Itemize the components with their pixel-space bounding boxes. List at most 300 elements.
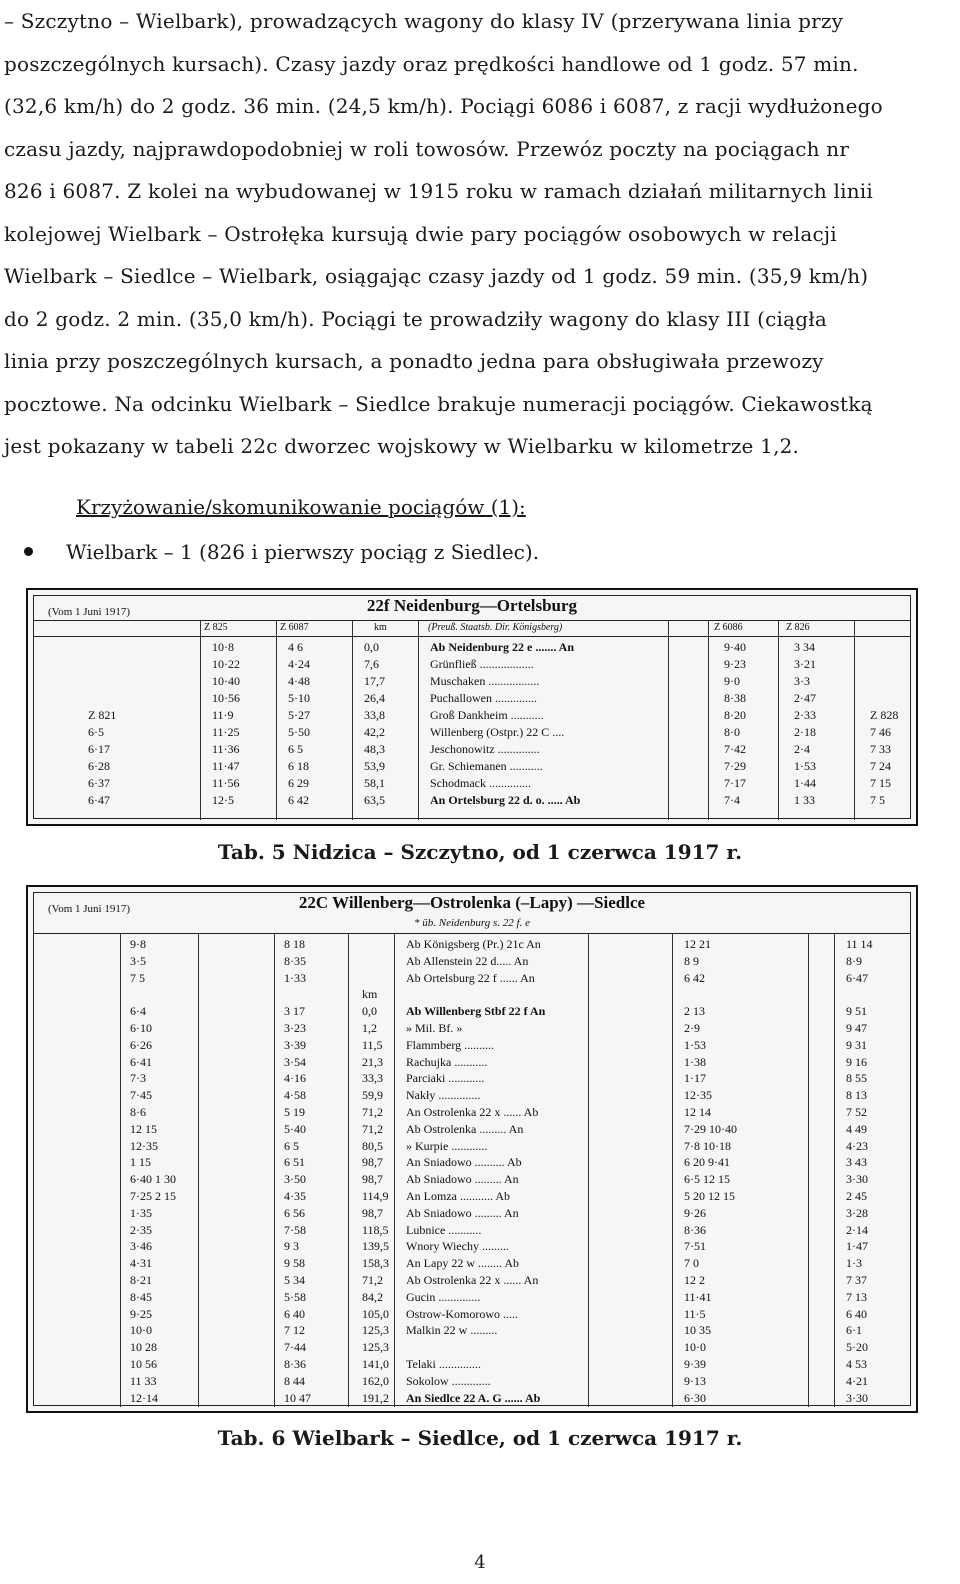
table-cell: 12 14 <box>684 1105 711 1119</box>
table-cell: 8·6 <box>130 1105 146 1119</box>
table-cell: 2·4 <box>794 742 810 756</box>
table-cell: 7·42 <box>724 742 746 756</box>
table-cell: 3·23 <box>284 1021 306 1035</box>
table-cell: 11,5 <box>362 1037 383 1052</box>
column-rule <box>200 620 201 820</box>
table-cell: 48,3 <box>364 742 385 756</box>
table-cell: 8 9 <box>684 953 699 968</box>
table-cell: 1·47 <box>846 1239 868 1254</box>
table-cell: 6·40 1 30 <box>130 1172 176 1187</box>
table-cell: 8·35 <box>284 953 306 968</box>
admin-header: (Preuß. Staatsb. Dir. Königsberg) <box>428 622 563 633</box>
table-cell: 0,0 <box>362 1004 377 1019</box>
km-header: km <box>374 622 387 633</box>
timetable-scan-22f <box>26 588 918 826</box>
table-cell: 6 40 <box>284 1306 305 1321</box>
table-row <box>34 1172 910 1187</box>
column-rule <box>348 933 349 1407</box>
table-row <box>34 1155 910 1170</box>
table-row <box>34 937 910 952</box>
table-row <box>34 1004 910 1019</box>
table-cell: 2 13 <box>684 1004 705 1019</box>
table-cell: 10 47 <box>284 1390 311 1405</box>
table-cell: Flammberg .......... <box>406 1037 495 1052</box>
column-rule <box>274 933 275 1407</box>
table-cell: 7·3 <box>130 1071 146 1086</box>
table-cell: 6·5 12 15 <box>684 1172 730 1187</box>
table-row <box>34 954 910 969</box>
table-cell: 7 46 <box>870 725 891 739</box>
table-cell: 12·14 <box>130 1390 158 1405</box>
table-cell: Groß Dankheim ........... <box>430 708 544 722</box>
table-cell: 4·58 <box>284 1088 306 1103</box>
table-cell: 6 20 9·41 <box>684 1155 730 1170</box>
table-cell: 5 20 12 15 <box>684 1189 735 1203</box>
table-cell: 7·29 <box>724 759 746 773</box>
table-cell: 4·23 <box>846 1138 868 1153</box>
table-cell: Ab Sniadowo ......... An <box>406 1172 519 1187</box>
table-cell: 6·28 <box>88 759 110 773</box>
table-cell: 9 47 <box>846 1021 867 1035</box>
table-cell: 1 33 <box>794 793 815 807</box>
table-cell: Nakły .............. <box>406 1088 481 1103</box>
table-cell: 10·40 <box>212 674 240 688</box>
table-cell: 1·3 <box>846 1256 862 1271</box>
table-cell: 7 24 <box>870 759 891 773</box>
table-cell: Telaki .............. <box>406 1357 481 1371</box>
table-cell: 1,2 <box>362 1021 377 1035</box>
table-cell: An Lomza ........... Ab <box>406 1189 510 1203</box>
table-cell: 6 18 <box>288 759 309 773</box>
table-cell: 12 2 <box>684 1273 705 1287</box>
table-cell: 9 58 <box>284 1256 305 1271</box>
table-cell: Malkin 22 w ......... <box>406 1323 498 1338</box>
table-caption: Tab. 5 Nidzica – Szczytno, od 1 czerwca 1917 r. <box>217 840 743 864</box>
paragraph-line: poszczególnych kursach). Czasy jazdy oraz prędkości handlowe od 1 godz. 57 min. <box>4 51 859 76</box>
page-number: 4 <box>474 1552 486 1573</box>
table-cell: Wnory Wiechy ......... <box>406 1239 509 1254</box>
table-cell: 5·50 <box>288 725 310 739</box>
table-cell: 7 13 <box>846 1289 867 1304</box>
table-cell: 6·26 <box>130 1037 152 1052</box>
column-rule <box>120 933 121 1407</box>
table-cell: 11·56 <box>212 776 240 790</box>
table-cell: » Kurpie ............ <box>406 1138 488 1153</box>
column-rule <box>708 620 709 820</box>
table-cell: 9·8 <box>130 937 146 951</box>
table-cell: 1·53 <box>684 1037 706 1052</box>
table-cell: 3 34 <box>794 640 815 654</box>
section-heading: Krzyżowanie/skomunikowanie pociągów (1): <box>76 495 526 519</box>
column-rule <box>276 620 277 820</box>
table-cell: 59,9 <box>362 1088 383 1103</box>
table-cell: 11·5 <box>684 1306 706 1321</box>
column-rule <box>198 933 199 1407</box>
table-cell: 8·9 <box>846 953 862 968</box>
table-cell: 4·35 <box>284 1189 306 1203</box>
table-cell: 0,0 <box>364 640 379 654</box>
table-cell: 1·44 <box>794 776 816 790</box>
table-cell: 98,7 <box>362 1172 383 1187</box>
table-cell: 2·9 <box>684 1021 700 1035</box>
paragraph-line: jest pokazany w tabeli 22c dworzec wojskowy w Wielbarku w kilometrze 1,2. <box>4 434 800 458</box>
table-cell: Sokolow ............. <box>406 1373 491 1388</box>
table-cell: 4·16 <box>284 1071 306 1086</box>
table-row <box>34 1374 910 1389</box>
table-cell: 8 18 <box>284 937 305 951</box>
table-row <box>34 1273 910 1288</box>
table-cell: 11·9 <box>212 708 234 722</box>
table-row <box>34 987 910 1002</box>
table-cell: Ab Ortelsburg 22 f ...... An <box>406 970 535 985</box>
column-rule <box>808 933 809 1407</box>
table-cell: 1·33 <box>284 970 306 985</box>
table-cell: An Ostrolenka 22 x ...... Ab <box>406 1105 539 1119</box>
table-cell: 4·31 <box>130 1256 152 1271</box>
table-cell: 158,3 <box>362 1256 389 1271</box>
table-cell: Gucin .............. <box>406 1289 481 1304</box>
table-cell: 6·10 <box>130 1021 152 1035</box>
body-paragraph <box>4 0 954 468</box>
table-row <box>34 1223 910 1238</box>
table-subtitle: * üb. Neidenburg s. 22 f. e <box>414 917 530 929</box>
table-cell: 2·33 <box>794 708 816 722</box>
paragraph-line: 826 i 6087. Z kolei na wybudowanej w 1915 roku w ramach działań militarnych linii <box>4 179 873 203</box>
table-cell: 8·36 <box>284 1357 306 1371</box>
table-cell: 4 49 <box>846 1121 867 1136</box>
table-cell: 3·54 <box>284 1054 306 1069</box>
table-cell: 71,2 <box>362 1273 383 1287</box>
table-cell: 7,6 <box>364 657 379 671</box>
table-cell: 7 12 <box>284 1323 305 1338</box>
table-cell: 53,9 <box>364 759 385 773</box>
table-cell: Rachujka ........... <box>406 1054 488 1069</box>
paragraph-line: do 2 godz. 2 min. (35,0 km/h). Pociągi te prowadziły wagony do klasy III (ciągła <box>4 306 828 331</box>
table-cell: 139,5 <box>362 1239 389 1254</box>
table-cell: 21,3 <box>362 1054 383 1069</box>
table-row <box>34 1323 910 1338</box>
table-cell: 7 52 <box>846 1105 867 1119</box>
table-cell: Ab Willenberg Stbf 22 f An <box>406 1004 546 1019</box>
table-cell: 4 6 <box>288 640 303 654</box>
table-cell: 1·53 <box>794 759 816 773</box>
table-cell: 6 42 <box>288 793 309 807</box>
table-cell: 58,1 <box>364 776 385 790</box>
table-cell: km <box>362 987 378 1002</box>
table-cell: 8 13 <box>846 1088 867 1103</box>
table-cell: 80,5 <box>362 1138 383 1153</box>
table-cell: 9·39 <box>684 1357 706 1371</box>
table-cell: 11 33 <box>130 1373 157 1388</box>
table-cell: Z 821 <box>88 708 117 722</box>
table-cell: 9 3 <box>284 1239 299 1254</box>
table-cell: 6·4 <box>130 1004 146 1019</box>
table-cell: 3·30 <box>846 1172 868 1187</box>
table-cell: 7 5 <box>870 793 885 807</box>
table-row <box>34 1105 910 1120</box>
table-row <box>34 1340 910 1355</box>
table-cell: 114,9 <box>362 1189 389 1203</box>
table-cell: 4·48 <box>288 674 310 688</box>
table-cell: 6·5 <box>88 725 104 739</box>
table-cell: Grünfließ .................. <box>430 657 534 671</box>
table-cell: 5·20 <box>846 1340 868 1355</box>
column-rule <box>778 620 779 820</box>
table-cell: 11·41 <box>684 1289 712 1304</box>
table-cell: 3·46 <box>130 1239 152 1254</box>
table-cell: 9 31 <box>846 1037 867 1052</box>
table-cell: 71,2 <box>362 1121 383 1136</box>
table-row <box>34 1139 910 1154</box>
train-header: Z 825 <box>204 622 228 633</box>
table-title: 22C Willenberg—Ostrolenka (–Lapy) —Siedlce <box>298 893 646 912</box>
table-cell: 3·21 <box>794 657 816 671</box>
column-rule <box>352 620 353 820</box>
paragraph-line: kolejowej Wielbark – Ostrołęka kursują dwie pary pociągów osobowych w relacji <box>4 221 837 246</box>
table-cell: 84,2 <box>362 1289 383 1304</box>
table-cell: 7 37 <box>846 1273 867 1287</box>
table-cell: 1·35 <box>130 1205 152 1220</box>
rule <box>34 933 910 934</box>
table-cell: 9·26 <box>684 1205 706 1220</box>
table-cell: 8·0 <box>724 725 740 739</box>
bullet-dot-icon <box>24 547 33 556</box>
table-row <box>34 1189 910 1204</box>
table-cell: Ab Sniadowo ......... An <box>406 1205 519 1220</box>
table-caption: Tab. 6 Wielbark – Siedlce, od 1 czerwca 1917 r. <box>217 1426 743 1450</box>
paragraph-line: – Szczytno – Wielbark), prowadzących wagony do klasy IV (przerywana linia przy <box>4 9 844 33</box>
column-rule <box>834 933 835 1407</box>
table-cell: 125,3 <box>362 1323 389 1338</box>
table-cell: 6 40 <box>846 1306 867 1321</box>
table-cell: 6 5 <box>284 1138 299 1153</box>
table-cell: 9·40 <box>724 640 746 654</box>
table-cell: 105,0 <box>362 1306 389 1321</box>
table-cell: 7 0 <box>684 1256 699 1271</box>
table-row <box>34 1021 910 1036</box>
table-cell: 141,0 <box>362 1357 389 1371</box>
table-cell: 6 29 <box>288 776 309 790</box>
table-cell: 11·25 <box>212 725 240 739</box>
table-cell: 12·5 <box>212 793 234 807</box>
table-cell: 2 45 <box>846 1189 867 1203</box>
table-cell: 5 19 <box>284 1105 305 1119</box>
table-cell: 7 33 <box>870 742 891 756</box>
column-rule <box>394 933 395 1407</box>
table-row <box>34 1256 910 1271</box>
table-cell: An Sniadowo .......... Ab <box>406 1155 522 1170</box>
table-cell: Schodmack .............. <box>430 776 531 790</box>
table-cell: 11·47 <box>212 759 240 773</box>
table-cell: 7·58 <box>284 1222 306 1237</box>
table-row <box>34 1307 910 1322</box>
table-cell: 6·41 <box>130 1054 152 1069</box>
table-cell: 6 51 <box>284 1155 305 1170</box>
table-cell: 10·0 <box>130 1323 152 1338</box>
table-cell: 3 43 <box>846 1155 867 1170</box>
table-cell: 7 15 <box>870 776 891 790</box>
bullet-item <box>24 540 539 564</box>
table-cell: 3·30 <box>846 1390 868 1405</box>
table-cell: 10·56 <box>212 691 240 705</box>
table-cell: 2·35 <box>130 1222 152 1237</box>
table-cell: 8 44 <box>284 1373 305 1388</box>
table-cell: 7 5 <box>130 970 145 985</box>
table-cell: 6·47 <box>846 970 868 985</box>
table-cell: 3·50 <box>284 1172 306 1187</box>
table-cell: 8 55 <box>846 1071 867 1086</box>
table-cell: 10 35 <box>684 1323 711 1338</box>
table-row <box>34 1290 910 1305</box>
paragraph-line: (32,6 km/h) do 2 godz. 36 min. (24,5 km/h). Pociągi 6086 i 6087, z racji wydłużonego <box>4 94 883 118</box>
table-cell: 3 17 <box>284 1004 305 1019</box>
table-cell: 17,7 <box>364 674 385 688</box>
table-cell: 8·45 <box>130 1289 152 1304</box>
table-cell: » Mil. Bf. » <box>406 1021 463 1035</box>
table-cell: 7·4 <box>724 793 740 807</box>
table-cell: 10·22 <box>212 657 240 671</box>
table-cell: Ab Neidenburg 22 e ....... An <box>430 640 575 654</box>
table-cell: 125,3 <box>362 1340 389 1355</box>
table-cell: Z 828 <box>870 708 899 722</box>
train-header: Z 6087 <box>280 622 309 633</box>
table-cell: Parciaki ............ <box>406 1071 485 1086</box>
table-cell: 3·3 <box>794 674 810 688</box>
column-rule <box>668 620 669 820</box>
table-cell: 2·47 <box>794 691 816 705</box>
table-row <box>34 1391 910 1406</box>
table-cell: 8·20 <box>724 708 746 722</box>
paragraph-line: linia przy poszczególnych kursach, a ponadto jedna para obsługiwała przewozy <box>4 349 824 373</box>
table-date: (Vom 1 Juni 1917) <box>48 903 130 915</box>
table-cell: 33,3 <box>362 1071 383 1086</box>
table-row <box>34 1088 910 1103</box>
table-cell: 2·14 <box>846 1222 868 1237</box>
table-cell: Gr. Schiemanen ........... <box>430 759 543 773</box>
table-cell: 12·35 <box>130 1138 158 1153</box>
table-cell: 1·17 <box>684 1071 706 1086</box>
table-cell: 8·21 <box>130 1273 152 1287</box>
table-cell: 191,2 <box>362 1390 389 1405</box>
table-cell: 8·36 <box>684 1222 706 1237</box>
table-cell: 7·17 <box>724 776 746 790</box>
table-cell: 1 15 <box>130 1155 151 1170</box>
table-cell: 6·37 <box>88 776 110 790</box>
table-cell: 11 14 <box>846 937 873 951</box>
paragraph-line: Wielbark – Siedlce – Wielbark, osiągając czasy jazdy od 1 godz. 59 min. (35,9 km/h) <box>4 264 869 288</box>
paragraph-line: pocztowe. Na odcinku Wielbark – Siedlce brakuje numeracji pociągów. Ciekawostką <box>4 391 873 416</box>
table-cell: 8·38 <box>724 691 746 705</box>
table-cell: 5·27 <box>288 708 310 722</box>
table-cell: 9·0 <box>724 674 740 688</box>
table-cell: 12·35 <box>684 1088 712 1103</box>
table-cell: 7·44 <box>284 1340 306 1355</box>
table-row <box>34 1239 910 1254</box>
table-cell: 5·40 <box>284 1121 306 1136</box>
table-cell: 9 16 <box>846 1054 867 1069</box>
table-cell: 5·10 <box>288 691 310 705</box>
column-rule <box>588 933 589 1407</box>
timetable-scan-22c <box>26 885 918 1413</box>
table-cell: 7·29 10·40 <box>684 1121 737 1136</box>
table-cell: An Lapy 22 w ........ Ab <box>406 1256 519 1271</box>
table-cell: 10·0 <box>684 1340 706 1355</box>
table-cell: Muschaken ................. <box>430 674 540 688</box>
table-cell: Ab Ostrolenka ......... An <box>406 1121 524 1136</box>
table-cell: Puchallowen .............. <box>430 691 537 705</box>
bullet-text: Wielbark – 1 (826 i pierwszy pociąg z Siedlec). <box>66 540 540 564</box>
table-cell: Ab Königsberg (Pr.) 21c An <box>406 937 541 951</box>
table-cell: 6 5 <box>288 742 303 756</box>
table-cell: 4 53 <box>846 1357 867 1371</box>
train-header: Z 6086 <box>714 622 743 633</box>
table-cell: 5·58 <box>284 1289 306 1304</box>
table-cell: 7·25 2 15 <box>130 1189 176 1203</box>
table-cell: 9·25 <box>130 1306 152 1321</box>
table-row <box>34 1357 910 1372</box>
table-cell: 9 51 <box>846 1004 867 1019</box>
table-title: 22f Neidenburg—Ortelsburg <box>366 596 578 615</box>
table-cell: 98,7 <box>362 1205 383 1220</box>
table-cell: 3·5 <box>130 953 146 968</box>
table-cell: An Siedlce 22 A. G ...... Ab <box>406 1390 541 1405</box>
table-row <box>34 1206 910 1221</box>
train-header: Z 826 <box>786 622 810 633</box>
table-cell: 3·28 <box>846 1205 868 1220</box>
table-cell: Lubnice ........... <box>406 1222 482 1237</box>
table-cell: 10 28 <box>130 1340 157 1355</box>
table-cell: 7·51 <box>684 1239 706 1254</box>
table-cell: 12 15 <box>130 1121 157 1136</box>
table-cell: Ostrow-Komorowo ..... <box>406 1306 518 1321</box>
table-cell: 4·21 <box>846 1373 868 1388</box>
table-row <box>34 971 910 986</box>
table-cell: An Ortelsburg 22 d. o. ..... Ab <box>430 793 581 807</box>
table-cell: 2·18 <box>794 725 816 739</box>
table-cell: 6 56 <box>284 1205 305 1220</box>
table-cell: 7·8 10·18 <box>684 1138 731 1153</box>
table-cell: 4·24 <box>288 657 310 671</box>
table-cell: 63,5 <box>364 793 385 807</box>
table-cell: 7·45 <box>130 1088 152 1103</box>
table-cell: 6 42 <box>684 970 705 985</box>
table-cell: 118,5 <box>362 1222 389 1237</box>
table-cell: 6·30 <box>684 1390 706 1405</box>
table-cell: Jeschonowitz .............. <box>430 742 540 756</box>
table-cell: 33,8 <box>364 708 385 722</box>
column-rule <box>672 933 673 1407</box>
column-rule <box>854 620 855 820</box>
table-cell: 5 34 <box>284 1273 305 1287</box>
table-cell: 6·47 <box>88 793 110 807</box>
table-cell: 3·39 <box>284 1037 306 1052</box>
table-cell: Ab Allenstein 22 d..... An <box>406 953 529 968</box>
table-cell: 162,0 <box>362 1373 389 1388</box>
column-rule <box>418 620 419 820</box>
table-row <box>34 1122 910 1137</box>
table-row <box>34 1038 910 1053</box>
table-cell: 6·17 <box>88 742 110 756</box>
table-cell: 10·8 <box>212 640 234 654</box>
table-cell: 71,2 <box>362 1105 383 1119</box>
table-row <box>34 1055 910 1070</box>
table-cell: 10 56 <box>130 1357 157 1371</box>
table-cell: Willenberg (Ostpr.) 22 C .... <box>430 725 565 739</box>
table-row <box>34 1071 910 1086</box>
table-cell: 6·1 <box>846 1323 862 1338</box>
table-cell: 9·13 <box>684 1373 706 1388</box>
paragraph-line: czasu jazdy, najprawdopodobniej w roli towosów. Przewóz poczty na pociągach nr <box>4 136 850 161</box>
